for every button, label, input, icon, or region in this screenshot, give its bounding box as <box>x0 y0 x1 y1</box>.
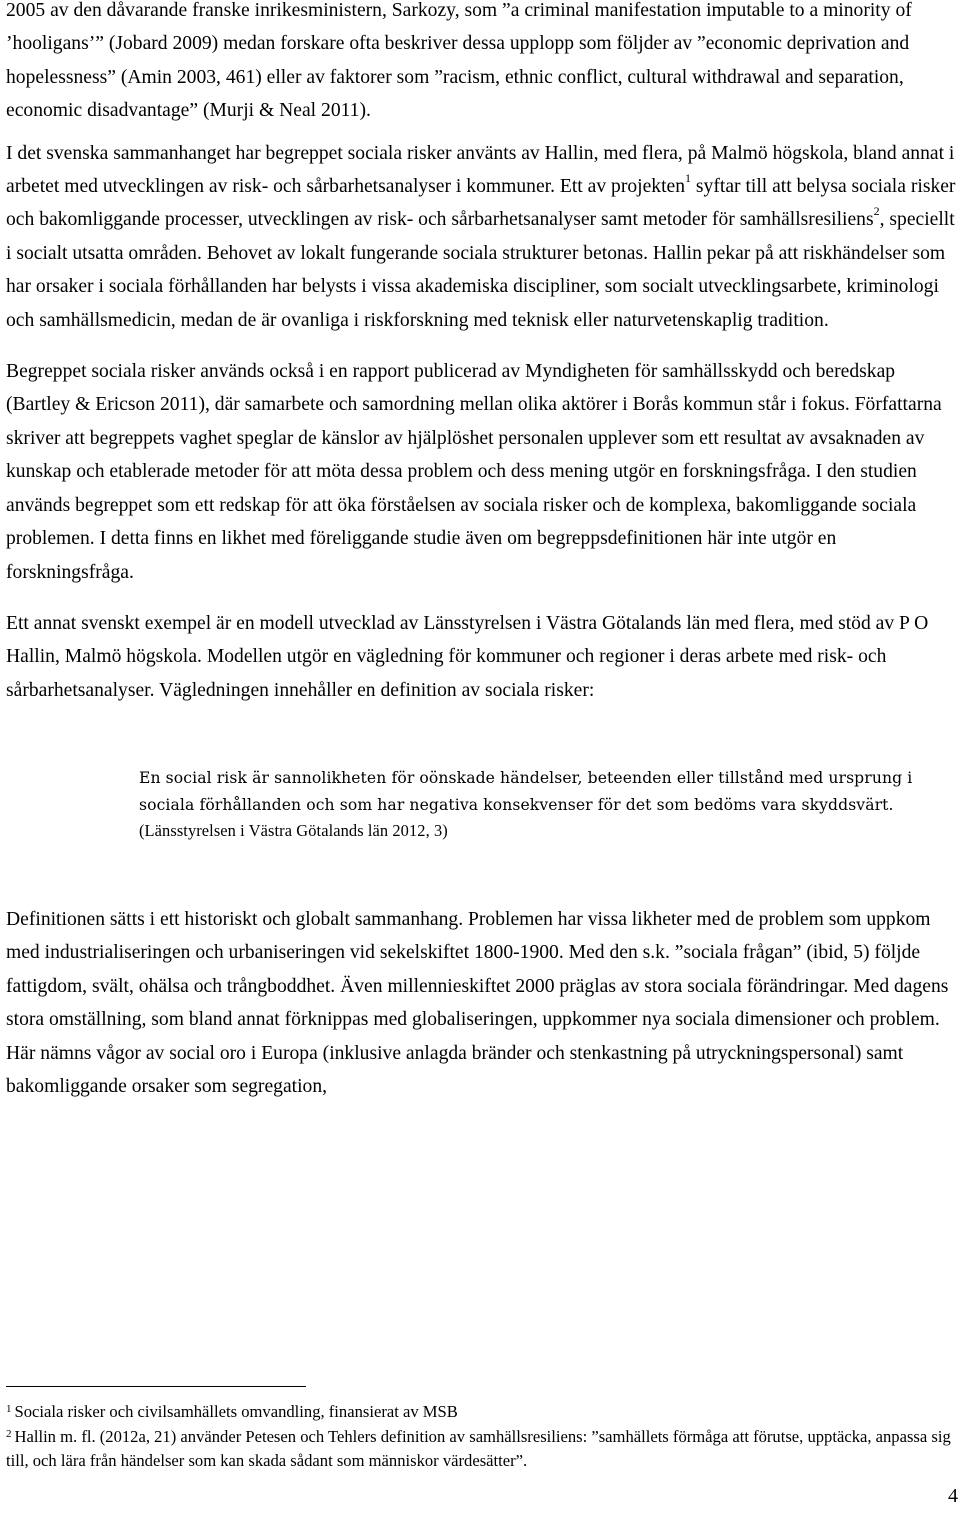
paragraph-5: Definitionen sätts i ett historiskt och globalt sammanhang. Problemen har vissa likheter med de problem som uppkom med industrialiseringen och urbaniseringen vid sekelskiftet 1800-1900. Med den s.k. ”sociala frågan” (ibid, 5) följde fattigdom, svält, ohälsa och trångboddhet. Även millennieskiftet 2000 präglas av stora sociala förändringar. Med dagens stora omställning, som bland annat förknippas med globaliseringen, uppkommer nya sociala dimensioner och problem. Här nämns vågor av social oro i Europa (inklusive anlagda bränder och stenkastning på utryckningspersonal) samt bakomliggande orsaker som segregation, <box>6 908 949 1097</box>
page-number: 4 <box>948 1485 958 1507</box>
footnote-divider <box>6 1386 306 1387</box>
block-quote-text: En social risk är sannolikheten för oönskade händelser, beteenden eller tillstånd med ursprung i sociala förhållanden och som har negativa konsekvenser för det som bedöms vara skyddsvärt. <box>139 769 913 814</box>
paragraph-1: 2005 av den dåvarande franske inrikesministern, Sarkozy, som ”a criminal manifestation imputable to a minority of ’hooligans’” (Jobard 2009) medan forskare ofta beskriver dessa upplopp som följder av ”economic deprivation and hopelessness” (Amin 2003, 461) eller av faktorer som ”racism, ethnic conflict, cultural withdrawal and separation, economic disadvantage” (Murji & Neal 2011). <box>6 0 912 122</box>
footnotes-section <box>6 1386 956 1473</box>
paragraph-2-part-3: , speciellt i socialt utsatta områden. Behovet av lokalt fungerande sociala strukturer betonas. Hallin pekar på att riskhändelser som har orsaker i sociala förhållanden har belysts i vissa akademiska discipliner, som socialt utvecklingsarbete, kriminologi och samhällsmedicin, medan de är ovanliga i riskforskning med teknisk eller naturvetenskaplig tradition. <box>6 209 955 331</box>
footnote-number: 2 <box>6 1427 12 1440</box>
block-quote <box>139 765 959 845</box>
paragraph-2 <box>6 137 956 337</box>
footnote-ref-2: 2 <box>873 203 880 218</box>
block-quote-source: (Länsstyrelsen i Västra Götalands län 2012, 3) <box>139 821 448 841</box>
footnote-ref-1: 1 <box>685 170 692 185</box>
paragraph-4: Ett annat svenskt exempel är en modell utvecklad av Länsstyrelsen i Västra Götalands län med flera, med stöd av P O Hallin, Malmö högskola. Modellen utgör en vägledning för kommuner och regioner i deras arbete med risk- och sårbarhetsanalyser. Vägledningen innehåller en definition av sociala risker: <box>6 612 929 701</box>
footnote-text: Sociala risker och civilsamhällets omvandling, finansierat av MSB <box>14 1402 458 1421</box>
paragraph-3: Begreppet sociala risker används också i en rapport publicerad av Myndigheten för samhällsskydd och beredskap (Bartley & Ericson 2011), där samarbete och samordning mellan olika aktörer i Borås kommun står i fokus. Författarna skriver att begreppets vaghet speglar de känslor av hjälplöshet personalen upplever som ett resultat av avsaknaden av kunskap och etablerade metoder för att möta dessa problem och dess mening utgör en forskningsfråga. I den studien används begreppet som ett redskap för att öka förståelsen av sociala risker och de komplexa, bakomliggande sociala problemen. I detta finns en likhet med föreliggande studie även om begreppsdefinitionen här inte utgör en forskningsfråga. <box>6 361 942 583</box>
footnote-number: 1 <box>6 1403 12 1415</box>
footnote-text: Hallin m. fl. (2012a, 21) använder Petesen och Tehlers definition av samhällsresiliens: ”samhällets förmåga att förutse, upptäcka, anpassa sig till, och lära från händelser som kan skada sådant som människor värdesätter”. <box>6 1426 951 1470</box>
document-page <box>6 0 956 1103</box>
footnote-2 <box>6 1426 956 1473</box>
paragraph-2-part-2: syftar till att belysa sociala risker och bakomliggande processer, utvecklingen av risk- och sårbarhetsanalyser samt metoder för samhällsresiliens <box>6 176 956 231</box>
footnote-1 <box>6 1401 956 1426</box>
paragraph-2-part-1: I det svenska sammanhanget har begreppet sociala risker använts av Hallin, med flera, på Malmö högskola, bland annat i arbetet med utvecklingen av risk- och sårbarhetsanalyser i kommuner. Ett av projekten <box>6 142 955 198</box>
